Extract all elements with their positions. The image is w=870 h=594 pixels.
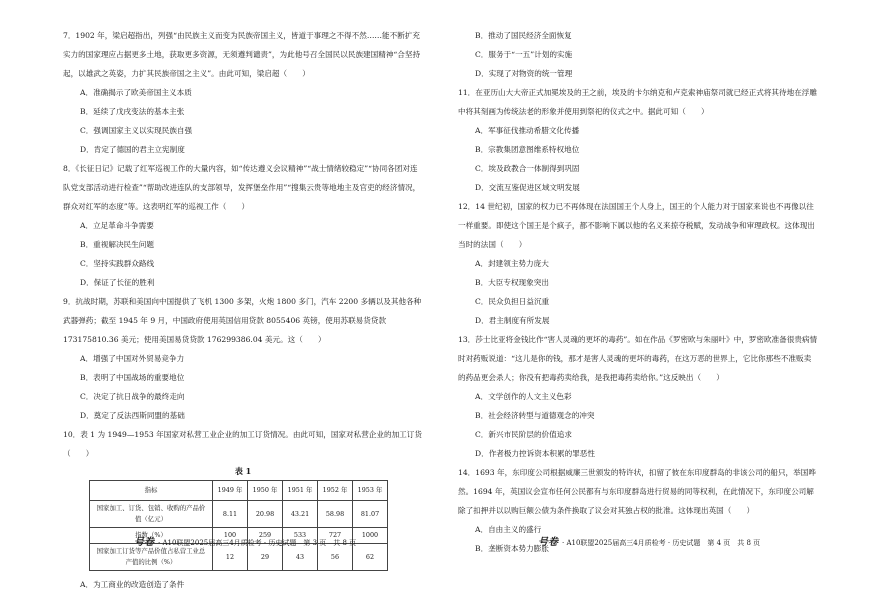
question-12-option-c: C．民众负担日益沉重 — [475, 297, 550, 306]
question-13 — [458, 330, 818, 463]
table-header-cell: 指标 — [90, 481, 213, 501]
table-row-label: 国家加工订货等产品价值占私营工业总产值的比例（%） — [90, 544, 213, 571]
question-8 — [63, 159, 423, 292]
table-cell: 43.21 — [283, 501, 318, 528]
brand-logo: 号卷 — [538, 537, 558, 548]
table-cell: 29 — [248, 544, 283, 571]
table-row-label: 指数（%） — [90, 528, 213, 544]
left-column — [63, 26, 423, 594]
question-12-option-d: D．君主制度有所发展 — [475, 316, 550, 325]
table-cell: 81.07 — [353, 501, 388, 528]
table-cell: 20.98 — [248, 501, 283, 528]
table-row-label: 国家加工、订货、包销、收购的产品价值（亿元） — [90, 501, 213, 528]
table-cell: 43 — [283, 544, 318, 571]
table-cell: 8.11 — [213, 501, 248, 528]
question-12 — [458, 197, 818, 330]
page-footer — [134, 538, 356, 548]
data-table — [89, 480, 388, 571]
question-11-option-c: C．埃及政教合一体制得到巩固 — [475, 164, 580, 173]
table-cell: 56 — [318, 544, 353, 571]
question-10-option-a: A．为工商业的改造创造了条件 — [80, 580, 185, 589]
brand-logo: 号卷 — [134, 537, 154, 548]
question-9-option-d: D．奠定了反法西斯同盟的基础 — [80, 411, 185, 420]
question-14-text: 14．1693 年，东印度公司根据威廉三世颁发的特许状，扣留了彼在东印度群岛的非该公司的船只，举国哗然。1694 年，英国议会宣布任何公民都有与东印度群岛进行贸易的同等权利，在此情况下，东印度公司解除了扣押并以以购巨额公债为条件换取了议会对其独占权的批准。这体现出英国（ ） — [458, 468, 816, 515]
table-cell: 259 — [248, 528, 283, 544]
question-11-option-b: B．宗教集团意图维系特权地位 — [475, 145, 580, 154]
question-11-option-d: D．交流互鉴促进区域文明发展 — [475, 183, 580, 192]
footer-text: · A10联盟2025届高三4月质检考 · 历史试题 第 3 页 共 8 页 — [158, 539, 357, 547]
question-11-text: 11．在亚历山大大帝正式加冕埃及的王之前，埃及的卡尔纳克和卢克索神庙祭司就已经正式将其待地在浮雕中将其刻画为传统法老的形象并使用到祭祀的仪式之中。据此可知（ ） — [458, 88, 817, 116]
table-cell: 100 — [213, 528, 248, 544]
question-9-option-c: C．决定了抗日战争的最终走向 — [80, 392, 185, 401]
table-cell: 12 — [213, 544, 248, 571]
question-7 — [63, 26, 423, 159]
question-10 — [63, 425, 423, 594]
footer-text: · A10联盟2025届高三4月质检考 · 历史试题 第 4 页 共 8 页 — [562, 539, 761, 547]
question-11 — [458, 83, 818, 197]
page-4 — [435, 0, 870, 591]
question-8-text: 8．《长征日记》记载了红军巡视工作的大量内容，如“传达遵义会议精神”“战士情绪较稳定”“协同各团对连队党支部活动进行检查”“帮助改进连队的支部领导，发挥堡垒作用”“搜集云贵等地地主及官吏的经济情况，群众对红军的态度”等。这表明红军的巡视工作（ ） — [63, 164, 421, 211]
question-12-text: 12．14 世纪初，国家的权力已不再体现在法国国王个人身上，国王的个人能力对于国家来说也不再像以往一样重要。即使这个国王是个疯子，都不影响下属以他的名义来掠夺税赋，发动战争和审理政权。这体现出当时的法国（ ） — [458, 202, 815, 249]
question-8-option-a: A．立足革命斗争需要 — [80, 221, 154, 230]
question-11-option-a: A．军事征伐推动希腊文化传播 — [475, 126, 580, 135]
question-14-option-a: A．自由主义的盛行 — [475, 525, 542, 534]
question-7-text: 7．1902 年，梁启超指出，列强“由民族主义而变为民族帝国主义，皆道于事理之不得不然……能不断扩充实力的国家理应占据更多土地，获取更多资源，无须遵判谴责”，为此他号召全国民以民族建国精神“合坚持起，以雄武之英姿，力扩其民族帝国之主义”。由此可知，梁启超（ ） — [63, 31, 421, 78]
table-header-row — [90, 481, 388, 501]
question-8-option-d: D．保证了长征的胜利 — [80, 278, 155, 287]
table-caption: 表 1 — [234, 466, 252, 476]
table-cell: 58.98 — [318, 501, 353, 528]
question-7-option-a: A．准确揭示了欧美帝国主义本质 — [80, 88, 192, 97]
question-13-option-d: D．作者极力控诉资本积累的罪恶性 — [475, 449, 595, 458]
question-7-option-b: B．延续了戊戌变法的基本主张 — [80, 107, 185, 116]
table-header-cell: 1949 年 — [213, 481, 248, 501]
question-10-option-d: D．实现了对物资的统一管理 — [475, 69, 573, 78]
question-7-option-c: C．强调国家主义以实现民族自强 — [80, 126, 193, 135]
question-9-option-b: B．表明了中国战场的重要地位 — [80, 373, 185, 382]
question-8-option-c: C．坚持实践群众路线 — [80, 259, 155, 268]
right-column — [458, 26, 818, 558]
question-13-option-a: A．文学创作的人文主义色彩 — [475, 392, 572, 401]
question-7-option-d: D．肯定了德国的君主立宪制度 — [80, 145, 185, 154]
table-cell: 727 — [318, 528, 353, 544]
table-row — [90, 501, 388, 528]
question-9 — [63, 292, 423, 425]
question-9-option-a: A．增强了中国对外贸易竞争力 — [80, 354, 185, 363]
question-13-option-b: B．社会经济转型与道德观念的冲突 — [475, 411, 595, 420]
page-3 — [0, 0, 435, 591]
question-8-option-b: B．重视解决民生问题 — [80, 240, 154, 249]
question-13-text: 13．莎士比亚将金钱比作“害人灵魂的更坏的毒药”。如在作品《罗密欧与朱丽叶》中，罗密欧准备很贵病情时对药贩说道：“这儿是你的钱，那才是害人灵魂的更坏的毒药，在这万恶的世界上，它比你那些不准贩卖的药品更会杀人；你没有把毒药卖给我，是我把毒药卖给你。”这反映出（ ） — [458, 335, 818, 382]
table-header-cell: 1952 年 — [318, 481, 353, 501]
question-13-option-c: C．新兴市民阶层的价值追求 — [475, 430, 572, 439]
table-cell: 533 — [283, 528, 318, 544]
table-header-cell: 1951 年 — [283, 481, 318, 501]
question-10-option-b: B．推动了国民经济全面恢复 — [475, 31, 572, 40]
table-header-cell: 1950 年 — [248, 481, 283, 501]
question-9-text: 9．抗战时期，苏联和美国向中国提供了飞机 1300 多架，火炮 1800 多门，汽车 2200 多辆以及其他各种武器弹药；截至 1945 年 9 月，中国政府使用英国信用贷款 8055406 英镑，使用苏联易货贷款 173175810.36 美元；使用美国易货贷款 176299386.04 美元。这（ ） — [63, 297, 422, 344]
page-footer — [538, 538, 760, 548]
question-10-option-c: C．服务于“一五”计划的实施 — [475, 50, 573, 59]
question-10-continued — [458, 26, 818, 83]
question-14-option-b: B．垄断资本势力膨胀 — [475, 544, 549, 553]
question-10-text: 10．表 1 为 1949—1953 年国家对私营工业企业的加工订货情况。由此可知，国家对私营企业的加工订货（ ） — [63, 430, 422, 458]
table-header-cell: 1953 年 — [353, 481, 388, 501]
question-12-option-a: A．封建领主势力庞大 — [475, 259, 549, 268]
table-cell: 1000 — [353, 528, 388, 544]
table-cell: 62 — [353, 544, 388, 571]
question-12-option-b: B．大臣专权现象突出 — [475, 278, 549, 287]
